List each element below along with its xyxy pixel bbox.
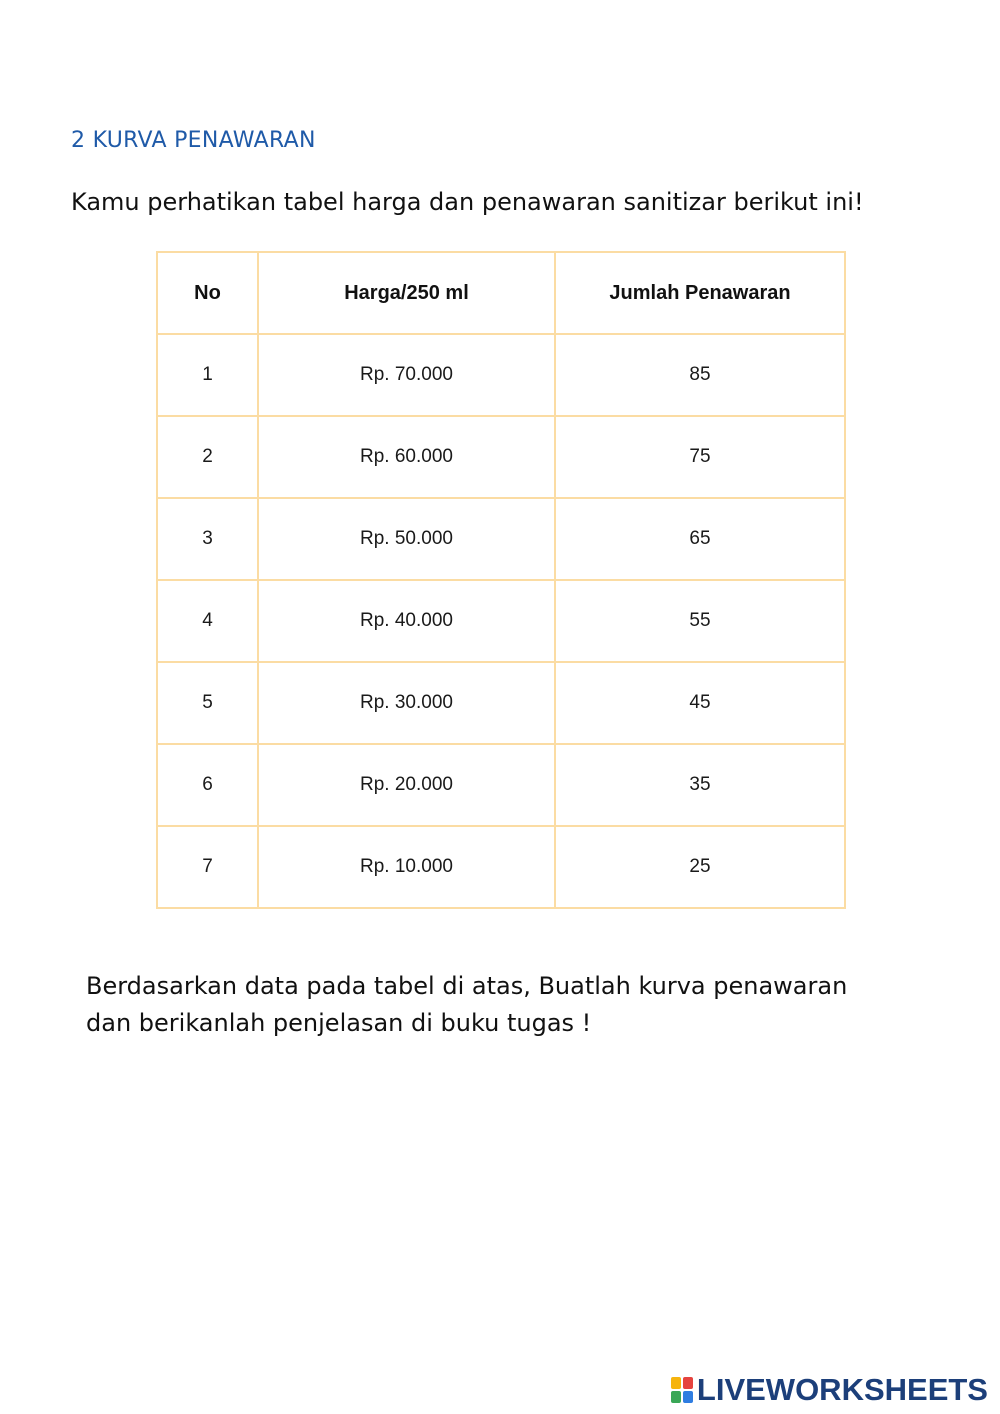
table-row — [157, 416, 845, 498]
logo-square-blue — [683, 1391, 693, 1403]
cell-price: Rp. 40.000 — [258, 580, 555, 662]
table-header-row — [157, 252, 845, 334]
cell-no: 2 — [157, 416, 258, 498]
cell-no: 3 — [157, 498, 258, 580]
logo-square-green — [671, 1391, 681, 1403]
cell-no: 6 — [157, 744, 258, 826]
instruction-text: Kamu perhatikan tabel harga dan penawaran sanitizar berikut ini! — [71, 188, 864, 216]
table-row — [157, 334, 845, 416]
task-line-1: Berdasarkan data pada tabel di atas, Buatlah kurva penawaran — [86, 972, 848, 1000]
table-row — [157, 744, 845, 826]
cell-price: Rp. 70.000 — [258, 334, 555, 416]
cell-quantity: 65 — [555, 498, 845, 580]
table-row — [157, 826, 845, 908]
cell-quantity: 55 — [555, 580, 845, 662]
table-row — [157, 498, 845, 580]
header-quantity: Jumlah Penawaran — [555, 252, 845, 334]
header-no: No — [157, 252, 258, 334]
liveworksheets-brand — [671, 1374, 988, 1406]
brand-name: LIVEWORKSHEETS — [696, 1372, 988, 1407]
task-instruction — [86, 968, 926, 1042]
cell-quantity: 45 — [555, 662, 845, 744]
cell-quantity: 25 — [555, 826, 845, 908]
logo-square-red — [683, 1377, 693, 1389]
table-row — [157, 662, 845, 744]
cell-no: 4 — [157, 580, 258, 662]
section-title: 2 KURVA PENAWARAN — [71, 128, 316, 153]
task-line-2: dan berikanlah penjelasan di buku tugas ! — [86, 1009, 592, 1037]
cell-price: Rp. 50.000 — [258, 498, 555, 580]
logo-square-yellow — [671, 1377, 681, 1389]
cell-price: Rp. 20.000 — [258, 744, 555, 826]
cell-quantity: 85 — [555, 334, 845, 416]
cell-price: Rp. 30.000 — [258, 662, 555, 744]
cell-price: Rp. 10.000 — [258, 826, 555, 908]
cell-price: Rp. 60.000 — [258, 416, 555, 498]
cell-quantity: 75 — [555, 416, 845, 498]
cell-no: 7 — [157, 826, 258, 908]
cell-quantity: 35 — [555, 744, 845, 826]
cell-no: 1 — [157, 334, 258, 416]
table-row — [157, 580, 845, 662]
cell-no: 5 — [157, 662, 258, 744]
liveworksheets-logo-icon — [671, 1377, 693, 1403]
header-price: Harga/250 ml — [258, 252, 555, 334]
supply-table — [156, 251, 846, 909]
